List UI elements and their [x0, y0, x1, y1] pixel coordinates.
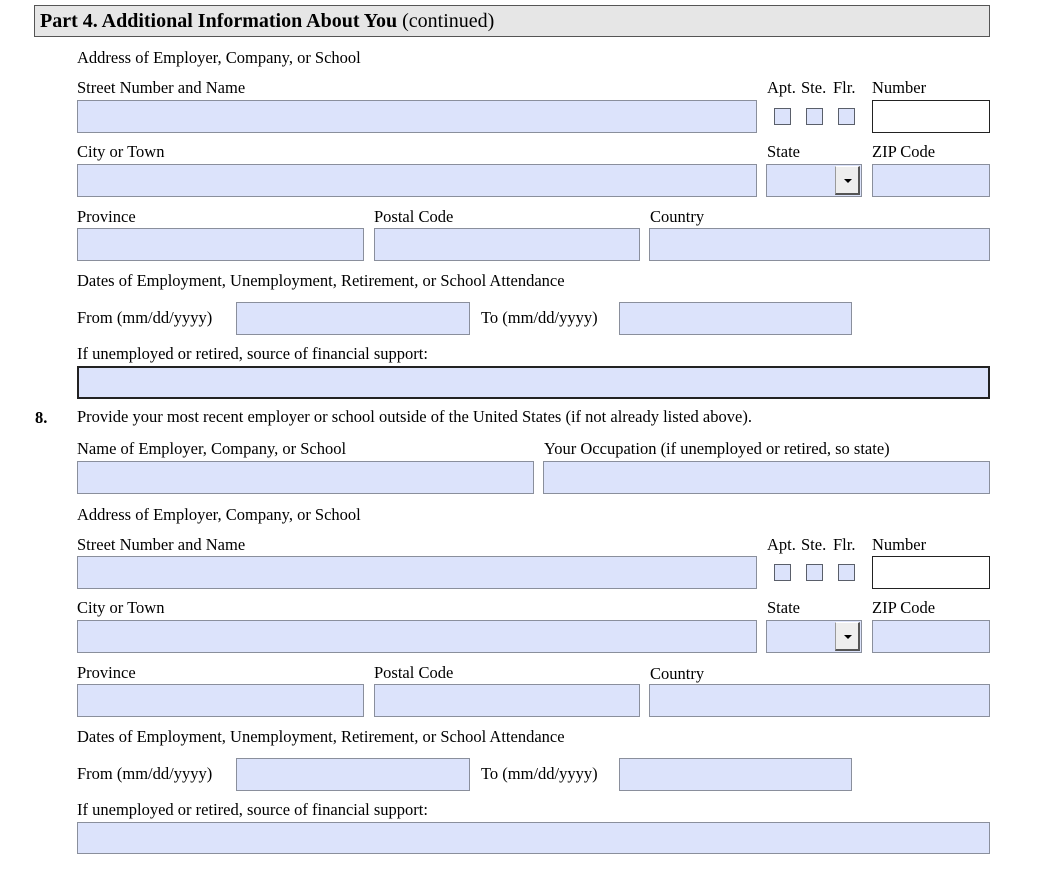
postal-label: Postal Code [374, 663, 454, 682]
province-input[interactable] [77, 228, 364, 261]
from-label: From (mm/dd/yyyy) [77, 308, 213, 327]
postal-input[interactable] [374, 228, 640, 261]
postal-label: Postal Code [374, 207, 454, 226]
postal-input[interactable] [374, 684, 640, 717]
chevron-down-icon [844, 635, 852, 639]
dates-heading: Dates of Employment, Unemployment, Retirement, or School Attendance [77, 727, 565, 746]
ste-checkbox[interactable] [806, 108, 823, 125]
state-select[interactable] [766, 164, 862, 197]
number-label: Number [872, 535, 927, 554]
province-label: Province [77, 663, 136, 682]
support-input[interactable] [77, 366, 990, 399]
apt-checkbox[interactable] [774, 108, 791, 125]
from-date-input[interactable] [236, 758, 470, 791]
to-date-input[interactable] [619, 758, 852, 791]
province-label: Province [77, 207, 136, 226]
employer-label: Name of Employer, Company, or School [77, 439, 347, 458]
ste-checkbox[interactable] [806, 564, 823, 581]
to-label: To (mm/dd/yyyy) [481, 308, 598, 327]
support-label: If unemployed or retired, source of financial support: [77, 800, 428, 819]
flr-label: Flr. [833, 78, 856, 97]
address-heading: Address of Employer, Company, or School [77, 505, 361, 524]
country-input[interactable] [649, 228, 990, 261]
to-label: To (mm/dd/yyyy) [481, 764, 598, 783]
chevron-down-icon [844, 179, 852, 183]
city-input[interactable] [77, 620, 757, 653]
apt-label: Apt. [767, 535, 796, 554]
country-label: Country [650, 207, 705, 226]
ste-label: Ste. [801, 78, 827, 97]
street-label: Street Number and Name [77, 78, 246, 97]
state-label: State [767, 598, 800, 617]
address-heading: Address of Employer, Company, or School [77, 48, 361, 67]
from-date-input[interactable] [236, 302, 470, 335]
zip-input[interactable] [872, 620, 990, 653]
dropdown-button[interactable] [835, 166, 860, 195]
street-input[interactable] [77, 100, 757, 133]
zip-label: ZIP Code [872, 598, 936, 617]
city-label: City or Town [77, 142, 165, 161]
continued-label: (continued) [402, 10, 495, 32]
zip-input[interactable] [872, 164, 990, 197]
occupation-input[interactable] [543, 461, 990, 494]
part-header [34, 5, 990, 37]
country-label: Country [650, 664, 705, 683]
support-label: If unemployed or retired, source of financial support: [77, 344, 428, 363]
apt-label: Apt. [767, 78, 796, 97]
number-label: Number [872, 78, 927, 97]
street-input[interactable] [77, 556, 757, 589]
support-input[interactable] [77, 822, 990, 854]
flr-checkbox[interactable] [838, 108, 855, 125]
from-label: From (mm/dd/yyyy) [77, 764, 213, 783]
city-input[interactable] [77, 164, 757, 197]
state-label: State [767, 142, 800, 161]
apt-number-input[interactable] [872, 100, 990, 133]
state-select[interactable] [766, 620, 862, 653]
to-date-input[interactable] [619, 302, 852, 335]
apt-number-input[interactable] [872, 556, 990, 589]
occupation-label: Your Occupation (if unemployed or retired, so state) [544, 439, 890, 458]
ste-label: Ste. [801, 535, 827, 554]
zip-label: ZIP Code [872, 142, 936, 161]
street-label: Street Number and Name [77, 535, 246, 554]
apt-checkbox[interactable] [774, 564, 791, 581]
city-label: City or Town [77, 598, 165, 617]
item-number: 8. [35, 408, 48, 427]
country-input[interactable] [649, 684, 990, 717]
question-text: Provide your most recent employer or school outside of the United States (if not already listed above). [77, 407, 752, 426]
part-title: Part 4. Additional Information About You (continued) [40, 10, 495, 32]
flr-label: Flr. [833, 535, 856, 554]
province-input[interactable] [77, 684, 364, 717]
dates-heading: Dates of Employment, Unemployment, Retirement, or School Attendance [77, 271, 565, 290]
dropdown-button[interactable] [835, 622, 860, 651]
flr-checkbox[interactable] [838, 564, 855, 581]
employer-input[interactable] [77, 461, 534, 494]
